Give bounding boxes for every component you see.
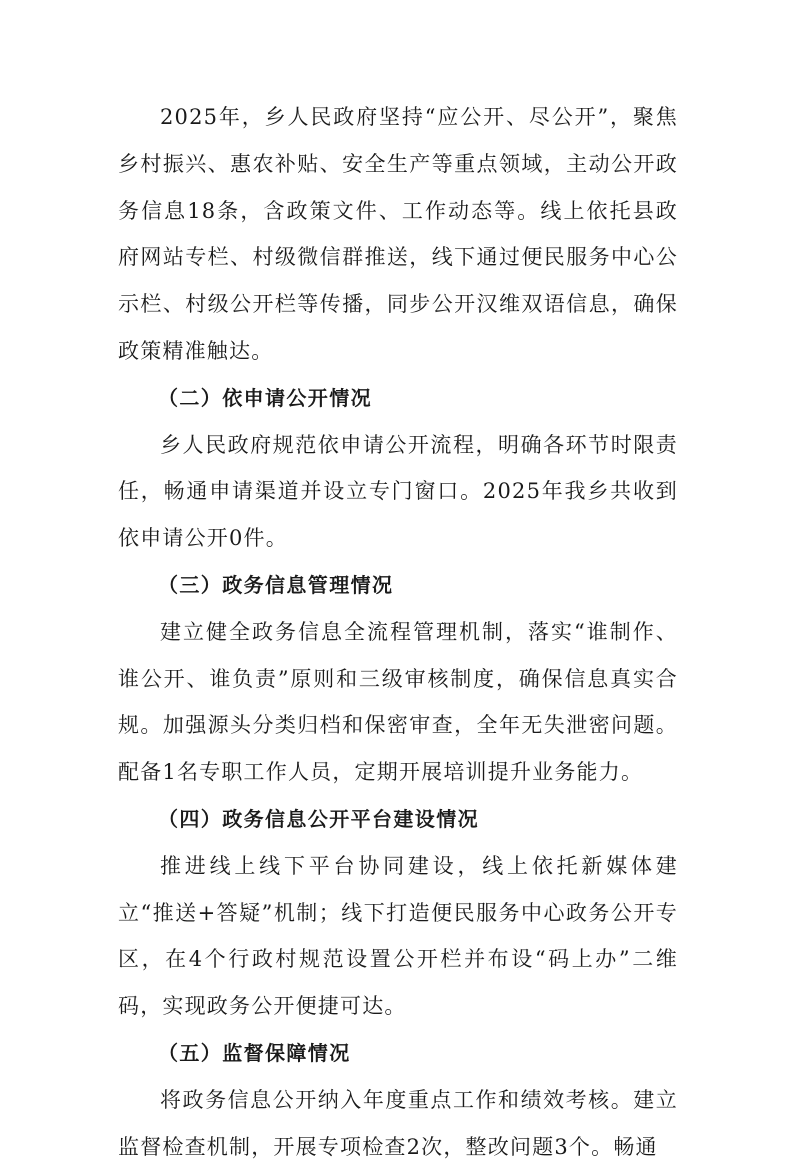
document-body [118, 94, 678, 1170]
paragraph-proactive-disclosure: 2025年，乡人民政府坚持“应公开、尽公开”，聚焦乡村振兴、惠农补贴、安全生产等重点领域，主动公开政务信息18条，含政策文件、工作动态等。线上依托县政府网站专栏、村级微信群推送，线下通过便民服务中心公示栏、村级公开栏等传播，同步公开汉维双语信息，确保政策精准触达。 [118, 105, 678, 363]
paragraph-supervision: 将政务信息公开纳入年度重点工作和绩效考核。建立监督检查机制，开展专项检查2次，整改问题3个。畅通 [118, 1087, 678, 1159]
paragraph-application-disclosure: 乡人民政府规范依申请公开流程，明确各环节时限责任，畅通申请渠道并设立专门窗口。2025年我乡共收到依申请公开0件。 [118, 432, 678, 551]
section-heading-application-disclosure: （二）依申请公开情况 [158, 385, 372, 410]
paragraph-platform-construction: 推进线上线下平台协同建设，线上依托新媒体建立“推送+答疑”机制；线下打造便民服务中心政务公开专区，在4个行政村规范设置公开栏并布设“码上办”二维码，实现政务公开便捷可达。 [118, 853, 678, 1019]
section-heading-supervision: （五）监督保障情况 [158, 1040, 351, 1065]
paragraph-information-management: 建立健全政务信息全流程管理机制，落实“谁制作、谁公开、谁负责”原则和三级审核制度，确保信息真实合规。加强源头分类归档和保密审查，全年无失泄密问题。配备1名专职工作人员，定期开展培训提升业务能力。 [118, 619, 678, 785]
section-heading-platform-construction: （四）政务信息公开平台建设情况 [158, 806, 479, 831]
section-heading-information-management: （三）政务信息管理情况 [158, 572, 394, 597]
